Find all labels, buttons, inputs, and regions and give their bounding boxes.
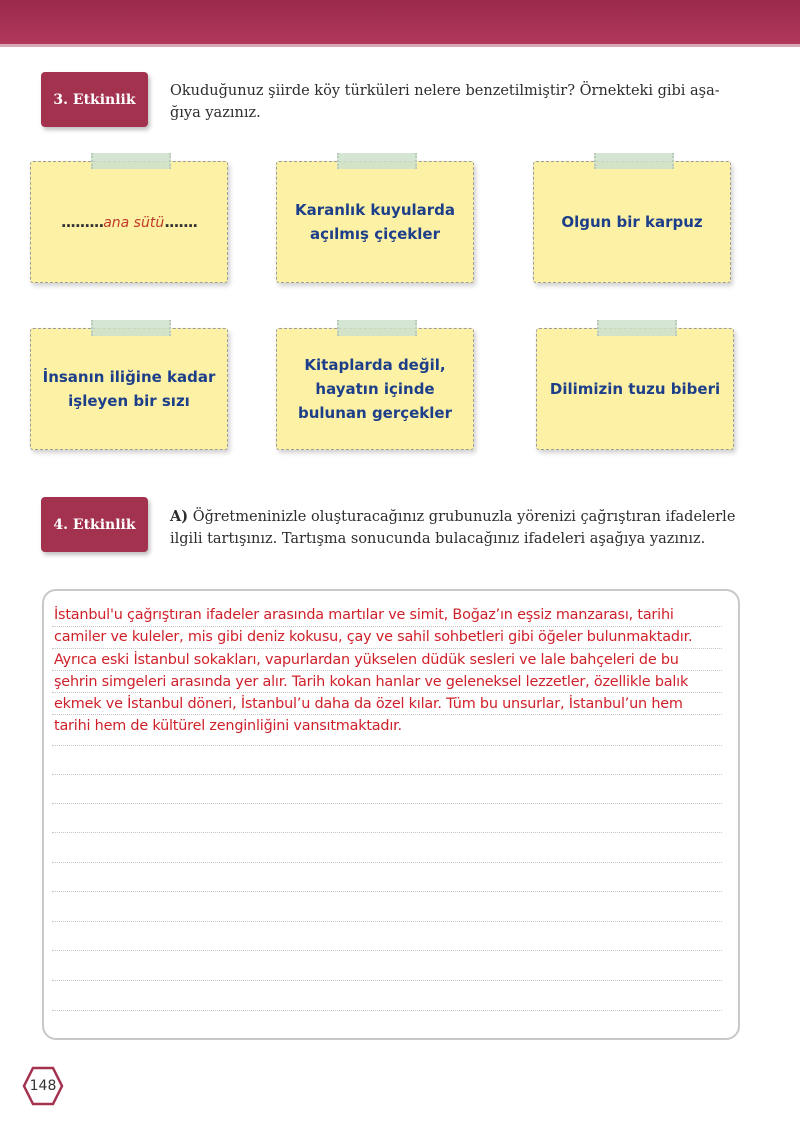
card-text-line: bulunan gerçekler xyxy=(298,404,452,422)
tape-decoration xyxy=(594,153,674,169)
ruled-line xyxy=(52,950,722,951)
activity-4-tag: 4. Etkinlik xyxy=(41,497,148,552)
activity-3-instruction xyxy=(170,80,740,124)
simile-card-1 xyxy=(30,161,228,283)
simile-card-5 xyxy=(276,328,474,450)
tape-decoration xyxy=(337,153,417,169)
card-text-line: Olgun bir karpuz xyxy=(561,213,703,231)
card-text-line: Kitaplarda değil, xyxy=(304,356,446,374)
answer-line: tarihi hem de kültürel zenginliğini vansıtmaktadır. xyxy=(54,718,402,735)
simile-card-2 xyxy=(276,161,474,283)
card-text-line: açılmış çiçekler xyxy=(309,225,440,243)
activity-3-instruction-line-2: ğıya yazınız. xyxy=(170,105,261,121)
ruled-line xyxy=(52,832,722,833)
answer-line: şehrin simgeleri arasında yer alır. Tarih kokan hanlar ve geleneksel lezzetler, özellikle balık xyxy=(54,673,689,690)
tape-decoration xyxy=(91,320,171,336)
answer-dots-left: ......... xyxy=(60,212,104,231)
answer-line: camiler ve kuleler, mis gibi deniz kokusu, çay ve sahil sohbetleri gibi öğeler bulunmaktadır. xyxy=(54,629,693,646)
header-divider xyxy=(0,44,800,47)
ruled-line xyxy=(52,1010,722,1011)
page-number: 148 xyxy=(29,1078,57,1094)
instruction-text: Öğretmeninizle oluşturacağınız grubunuzla yörenizi çağrıştıran ifadelerle xyxy=(188,509,736,525)
answer-line: Ayrıca eski İstanbul sokakları, vapurlardan yükselen düdük sesleri ve lale bahçeleri de bu xyxy=(54,651,679,668)
card-text-line: Karanlık kuyularda xyxy=(294,201,456,219)
answer-dots-right: ....... xyxy=(164,212,198,231)
ruled-line xyxy=(52,980,722,981)
ruled-line xyxy=(52,803,722,804)
activity-4-instruction-line-1 xyxy=(170,506,740,528)
activity-3-instruction-line-1: Okuduğunuz şiirde köy türküleri nelere benzetilmiştir? Örnekteki gibi aşa- xyxy=(170,83,720,99)
simile-card-3 xyxy=(533,161,731,283)
card-text-line: hayatın içinde xyxy=(315,380,435,398)
simile-card-6 xyxy=(536,328,734,450)
activity-3-tag: 3. Etkinlik xyxy=(41,72,148,127)
page-number-badge xyxy=(22,1066,64,1106)
header-band xyxy=(0,0,800,44)
ruled-line xyxy=(52,774,722,775)
ruled-line xyxy=(52,745,722,746)
tape-decoration xyxy=(337,320,417,336)
example-answer-line xyxy=(61,210,197,235)
ruled-line xyxy=(52,862,722,863)
part-label: A) xyxy=(170,508,189,525)
ruled-line xyxy=(52,921,722,922)
example-answer: ana sütü xyxy=(103,214,165,231)
card-text-line: işleyen bir sızı xyxy=(68,392,190,410)
card-text-line: Dilimizin tuzu biberi xyxy=(549,380,721,398)
ruled-line xyxy=(52,891,722,892)
answer-line: ekmek ve İstanbul döneri, İstanbul’u daha da özel kılar. Tüm bu unsurlar, İstanbul’un hem xyxy=(54,696,683,713)
card-text-line: İnsanın iliğine kadar xyxy=(42,368,216,386)
activity-4-instruction-line-2: ilgili tartışınız. Tartışma sonucunda bulacağınız ifadeleri aşağıya yazınız. xyxy=(170,531,706,547)
activity-4-instruction xyxy=(170,506,740,550)
tape-decoration xyxy=(91,153,171,169)
simile-card-4 xyxy=(30,328,228,450)
answer-line: İstanbul'u çağrıştıran ifadeler arasında martılar ve simit, Boğaz’ın eşsiz manzarası, tarihi xyxy=(54,607,674,623)
tape-decoration xyxy=(597,320,677,336)
handwritten-answer xyxy=(54,604,734,738)
